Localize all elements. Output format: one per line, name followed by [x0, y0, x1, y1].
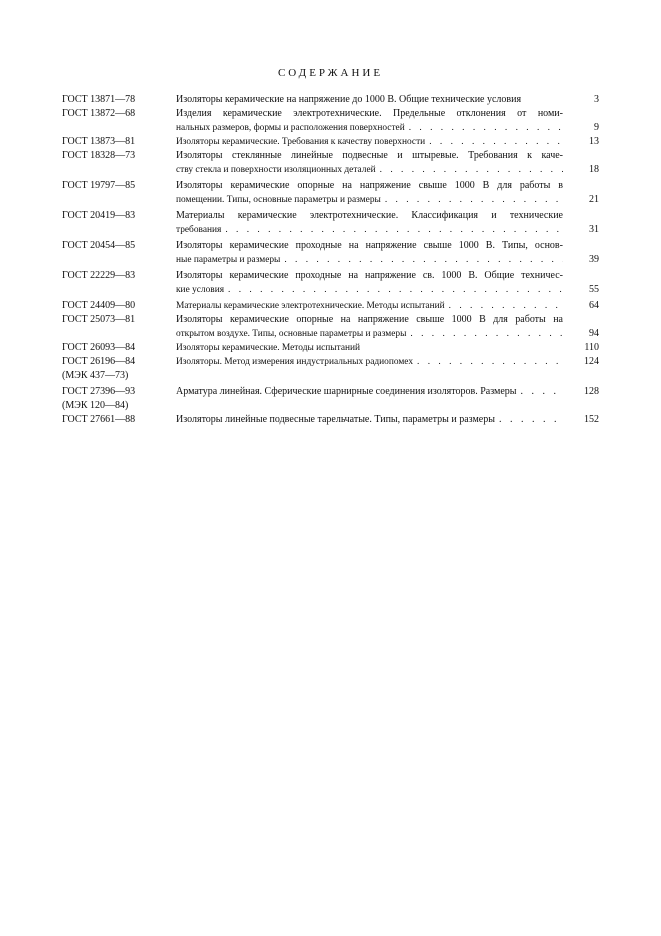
entry-title-cont: помещении. Типы, основные параметры и размеры — [176, 195, 381, 205]
entry-title: Изоляторы керамические опорные на напряжение свыше 1000 В для работы на — [176, 314, 563, 325]
leader-dots — [381, 193, 563, 207]
page-number: 124 — [584, 356, 599, 367]
leader-dots — [280, 253, 563, 267]
page-number: 110 — [584, 342, 599, 353]
toc-entry[interactable] — [62, 209, 599, 237]
iec-code: (МЭК 437—73) — [62, 370, 129, 381]
toc-entry[interactable] — [62, 313, 599, 341]
entry-title: Материалы керамические электротехнические. Классификация и технические — [176, 210, 563, 221]
toc-entry[interactable] — [62, 385, 599, 413]
entry-title: Изоляторы керамические. Методы испытаний — [176, 343, 361, 353]
leader-dots — [425, 135, 563, 149]
standard-code: ГОСТ 20419—83 — [62, 210, 136, 221]
page-number: 39 — [589, 254, 599, 265]
standard-code: ГОСТ 13872—68 — [62, 108, 136, 119]
standard-code: ГОСТ 20454—85 — [62, 240, 136, 251]
leader-dots — [224, 283, 563, 297]
page-number: 64 — [589, 300, 599, 311]
entry-title: Изоляторы линейные подвесные тарельчатые. Типы, параметры и размеры — [176, 414, 495, 425]
page-number: 94 — [589, 328, 599, 339]
table-of-contents — [62, 93, 599, 427]
entry-title: Изоляторы керамические проходные на напряжение свыше 1000 В. Типы, основ- — [176, 240, 563, 251]
standard-code: ГОСТ 22229—83 — [62, 270, 136, 281]
entry-title: Изоляторы керамические проходные на напряжение св. 1000 В. Общие техничес- — [176, 270, 563, 281]
standard-code: ГОСТ 18328—73 — [62, 150, 136, 161]
standard-code: ГОСТ 27396—93 — [62, 386, 136, 397]
leader-dots — [405, 121, 563, 135]
page-number: 3 — [594, 94, 599, 105]
entry-title-cont: ству стекла и поверхности изоляционных деталей — [176, 165, 376, 175]
toc-entry[interactable] — [62, 107, 599, 135]
standard-code: ГОСТ 26196—84 — [62, 356, 136, 367]
page-number: 128 — [584, 386, 599, 397]
toc-entry[interactable] — [62, 269, 599, 297]
entry-title: Изоляторы керамические опорные на напряжение свыше 1000 В для работы в — [176, 180, 563, 191]
toc-entry[interactable] — [62, 413, 599, 427]
entry-title: Изделия керамические электротехнические. Предельные отклонения от номи- — [176, 108, 563, 119]
iec-code: (МЭК 120—84) — [62, 400, 129, 411]
leader-dots — [406, 327, 563, 341]
standard-code: ГОСТ 13873—81 — [62, 136, 136, 147]
standard-code: ГОСТ 26093—84 — [62, 342, 136, 353]
entry-title: Материалы керамические электротехнические. Методы испытаний — [176, 301, 445, 311]
standard-code: ГОСТ 25073—81 — [62, 314, 136, 325]
toc-entry[interactable] — [62, 355, 599, 383]
page-number: 21 — [589, 194, 599, 205]
standard-code: ГОСТ 24409—80 — [62, 300, 136, 311]
entry-title: Изоляторы керамические. Требования к качеству поверхности — [176, 137, 426, 147]
entry-title: Арматура линейная. Сферические шарнирные соединения изоляторов. Размеры — [176, 386, 517, 397]
entry-title: Изоляторы керамические на напряжение до 1000 В. Общие технические условия — [176, 94, 522, 105]
entry-title-cont: открытом воздухе. Типы, основные параметры и размеры — [176, 329, 407, 339]
page-number: 18 — [589, 164, 599, 175]
entry-title-cont: кие условия — [176, 285, 225, 295]
entry-title-cont: нальных размеров, формы и расположения поверхностей — [176, 123, 405, 133]
leader-dots — [376, 163, 563, 177]
entry-title-cont: требования — [176, 225, 222, 235]
toc-entry[interactable] — [62, 239, 599, 267]
page-number: 31 — [589, 224, 599, 235]
standard-code: ГОСТ 13871—78 — [62, 94, 136, 105]
entry-title: Изоляторы стеклянные линейные подвесные и штыревые. Требования к каче- — [176, 150, 563, 161]
page-number: 55 — [589, 284, 599, 295]
entry-title: Изоляторы. Метод измерения индустриальных радиопомех — [176, 357, 414, 367]
toc-entry[interactable] — [62, 93, 599, 107]
page-title: СОДЕРЖАНИЕ — [277, 67, 384, 79]
toc-entry[interactable] — [62, 299, 599, 313]
page-number: 152 — [584, 414, 599, 425]
toc-entry[interactable] — [62, 149, 599, 177]
leader-dots — [413, 355, 563, 369]
leader-dots — [445, 299, 563, 313]
toc-entry[interactable] — [62, 341, 599, 355]
page-number: 13 — [589, 136, 599, 147]
entry-title-cont: ные параметры и размеры — [176, 255, 281, 265]
leader-dots — [517, 385, 563, 399]
leader-dots — [495, 413, 563, 427]
toc-entry[interactable] — [62, 135, 599, 149]
leader-dots — [221, 223, 563, 237]
page-number: 9 — [594, 122, 599, 133]
toc-entry[interactable] — [62, 179, 599, 207]
standard-code: ГОСТ 27661—88 — [62, 414, 136, 425]
standard-code: ГОСТ 19797—85 — [62, 180, 136, 191]
